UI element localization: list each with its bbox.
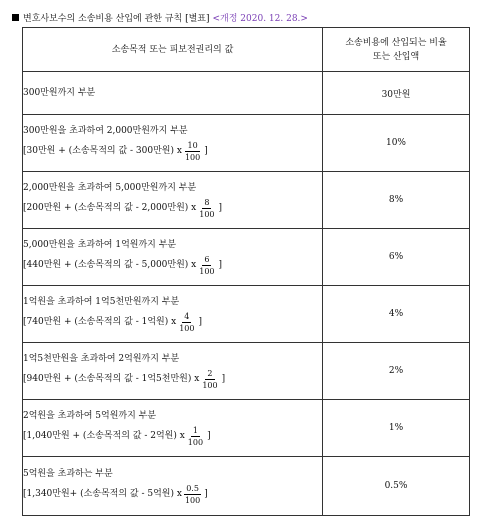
closing-bracket: ] — [218, 260, 223, 270]
formula — [23, 198, 322, 219]
fraction-numerator: 6 — [204, 254, 210, 264]
range-cell — [23, 72, 323, 115]
rate-cell: 2% — [323, 343, 470, 400]
fraction — [186, 426, 205, 447]
fraction — [183, 484, 202, 505]
fraction — [183, 141, 202, 162]
table-row — [23, 343, 470, 400]
column-header-rate — [323, 28, 470, 72]
range-text: 300만원까지 부분 — [23, 87, 96, 98]
formula — [23, 484, 322, 505]
fraction-denominator: 100 — [179, 323, 195, 333]
rate-cell: 30만원 — [323, 72, 470, 115]
range-cell — [23, 115, 323, 172]
closing-bracket: ] — [204, 146, 208, 156]
fraction-denominator: 100 — [187, 437, 204, 447]
column-header-rate-line1: 소송비용에 산입되는 비율 — [345, 37, 447, 48]
fraction — [177, 312, 196, 333]
formula — [23, 426, 322, 447]
formula — [23, 141, 322, 162]
formula — [23, 369, 322, 390]
rate-cell: 4% — [323, 286, 470, 343]
range-cell — [23, 343, 323, 400]
fraction-denominator: 100 — [202, 380, 218, 390]
closing-bracket: ] — [221, 374, 226, 384]
fraction-numerator: 1 — [192, 425, 198, 435]
fraction-numerator: 0.5 — [186, 483, 199, 493]
formula-text: [1,040만원 + (소송목적의 값 - 2억원) x — [23, 431, 185, 441]
square-bullet-icon — [12, 14, 19, 21]
range-cell — [23, 172, 323, 229]
formula-text: [1,340만원+ (소송목적의 값 - 5억원) x — [23, 489, 182, 499]
formula — [23, 255, 322, 276]
fraction-denominator: 100 — [199, 266, 215, 276]
table-header-row — [23, 28, 470, 72]
rate-cell: 8% — [323, 172, 470, 229]
revision-date: <개정 2020. 12. 28.> — [212, 13, 308, 24]
table-row — [23, 172, 470, 229]
table-row — [23, 229, 470, 286]
rate-cell: 6% — [323, 229, 470, 286]
range-cell — [23, 286, 323, 343]
fraction-denominator: 100 — [184, 152, 201, 162]
rate-cell: 0.5% — [323, 457, 470, 516]
table-row — [23, 286, 470, 343]
table-row — [23, 115, 470, 172]
rate-cell: 1% — [323, 400, 470, 457]
table-row — [23, 457, 470, 516]
table-row — [23, 400, 470, 457]
column-header-value: 소송목적 또는 피보전권리의 값 — [23, 28, 323, 72]
formula — [23, 312, 322, 333]
heading-title: 변호사보수의 소송비용 산입에 관한 규칙 [별표] — [23, 13, 210, 24]
fraction-numerator: 10 — [187, 140, 198, 150]
table-row — [23, 72, 470, 115]
fraction-numerator: 4 — [184, 311, 190, 321]
fraction — [200, 369, 219, 390]
document-heading — [12, 10, 308, 24]
rate-cell: 10% — [323, 115, 470, 172]
fraction-numerator: 2 — [207, 368, 213, 378]
formula-text: [30만원 + (소송목적의 값 - 300만원) x — [23, 146, 182, 156]
fraction — [197, 198, 216, 219]
formula-text: [440만원 + (소송목적의 값 - 5,000만원) x — [23, 260, 197, 270]
fraction-numerator: 8 — [204, 197, 210, 207]
range-cell — [23, 229, 323, 286]
formula-text: [200만원 + (소송목적의 값 - 2,000만원) x — [23, 203, 197, 213]
fraction — [197, 255, 216, 276]
range-text: 1억원을 초과하여 1억5천만원까지 부분 — [23, 296, 180, 307]
fraction-denominator: 100 — [199, 209, 215, 219]
closing-bracket: ] — [198, 317, 202, 327]
fraction-denominator: 100 — [184, 495, 201, 505]
formula-text: [740만원 + (소송목적의 값 - 1억원) x — [23, 317, 177, 327]
column-header-rate-line2: 또는 산입액 — [372, 51, 420, 62]
range-text: 2억원을 초과하여 5억원까지 부분 — [23, 410, 157, 421]
range-text: 2,000만원을 초과하여 5,000만원까지 부분 — [23, 182, 197, 193]
closing-bracket: ] — [207, 431, 211, 441]
range-text: 5억원을 초과하는 부분 — [23, 468, 113, 479]
fee-table — [22, 27, 470, 516]
closing-bracket: ] — [218, 203, 223, 213]
range-text: 5,000만원을 초과하여 1억원까지 부분 — [23, 239, 177, 250]
range-cell — [23, 400, 323, 457]
formula-text: [940만원 + (소송목적의 값 - 1억5천만원) x — [23, 374, 200, 384]
range-text: 300만원을 초과하여 2,000만원까지 부분 — [23, 125, 188, 136]
closing-bracket: ] — [204, 489, 208, 499]
range-text: 1억5천만원을 초과하여 2억원까지 부분 — [23, 353, 180, 364]
range-cell — [23, 457, 323, 516]
